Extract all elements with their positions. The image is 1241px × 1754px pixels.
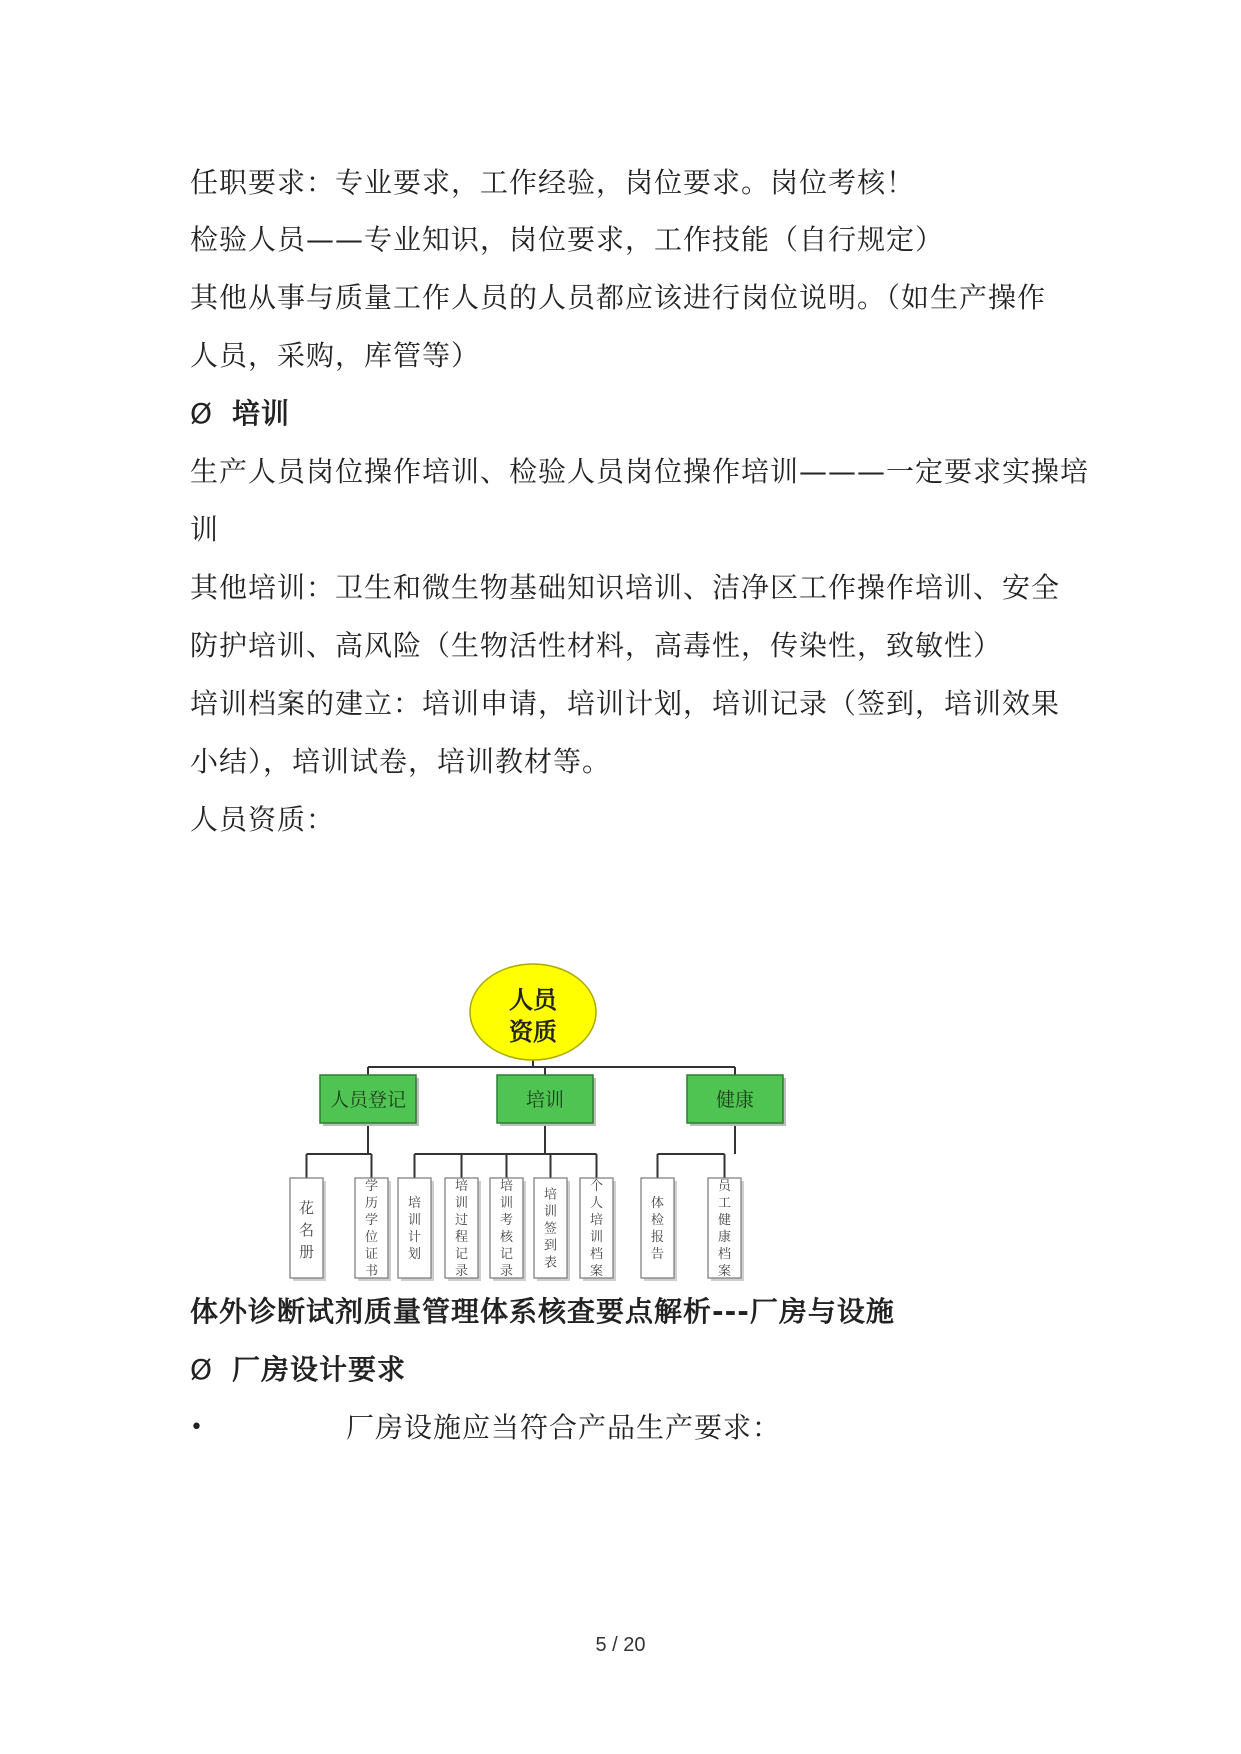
root-node-label-line1: 人员 <box>509 986 557 1014</box>
paragraph-other-training-line1: 其他培训：卫生和微生物基础知识培训、洁净区工作操作培训、安全 <box>190 571 1061 604</box>
child-box-label: 学历学位证书 <box>364 1179 379 1279</box>
paragraph-operation-training-line1: 生产人员岗位操作培训、检验人员岗位操作培训———一定要求实操培 <box>190 455 1090 488</box>
heading-marker: Ø <box>190 397 214 430</box>
child-box-label: 花名册 <box>298 1199 315 1261</box>
paragraph-job-requirements: 任职要求：专业要求，工作经验，岗位要求。岗位考核！ <box>190 166 916 199</box>
heading-plant-design <box>190 1350 1070 1390</box>
root-node-label-line2: 资质 <box>509 1018 557 1046</box>
section-title: 体外诊断试剂质量管理体系核查要点解析---厂房与设施 <box>190 1295 895 1328</box>
page-number: 5 / 20 <box>595 1634 646 1656</box>
child-box-label: 个人培训档案 <box>589 1179 604 1279</box>
child-box <box>641 1178 674 1278</box>
child-box-label: 体检报告 <box>650 1196 665 1262</box>
heading-training <box>190 394 1070 434</box>
bullet-text: 厂房设施应当符合产品生产要求： <box>346 1411 782 1444</box>
child-box-label: 员工健康档案 <box>717 1179 732 1279</box>
bullet-dot-icon: • <box>190 1415 204 1440</box>
paragraph-operation-training-line2: 训 <box>190 513 220 546</box>
heading-plant-design-text: 厂房设计要求 <box>232 1353 407 1386</box>
group-box-label: 培训 <box>525 1089 565 1111</box>
paragraph-qualification-label: 人员资质： <box>190 803 336 836</box>
heading-marker: Ø <box>190 1353 214 1386</box>
group-box-label: 健康 <box>715 1089 755 1111</box>
paragraph-training-records-line1: 培训档案的建立：培训申请，培训计划，培训记录（签到，培训效果 <box>190 687 1061 720</box>
child-box <box>398 1178 431 1278</box>
child-box-label: 培训考核记录 <box>499 1179 514 1279</box>
child-box-label: 培训过程记录 <box>454 1179 469 1279</box>
child-box-label: 培训签到表 <box>543 1187 558 1271</box>
group-box-label: 人员登记 <box>329 1089 407 1111</box>
qualification-org-chart <box>270 955 840 1335</box>
paragraph-inspectors: 检验人员——专业知识，岗位要求，工作技能（自行规定） <box>190 223 945 256</box>
child-box-label: 培训计划 <box>407 1196 422 1262</box>
paragraph-other-staff-line1: 其他从事与质量工作人员的人员都应该进行岗位说明。（如生产操作 <box>190 281 1047 314</box>
paragraph-other-training-line2: 防护培训、高风险（生物活性材料，高毒性，传染性，致敏性） <box>190 629 1003 662</box>
heading-training-text: 培训 <box>232 397 291 430</box>
paragraph-training-records-line2: 小结），培训试卷，培训教材等。 <box>190 745 612 778</box>
paragraph-other-staff-line2: 人员，采购，库管等） <box>190 339 481 372</box>
